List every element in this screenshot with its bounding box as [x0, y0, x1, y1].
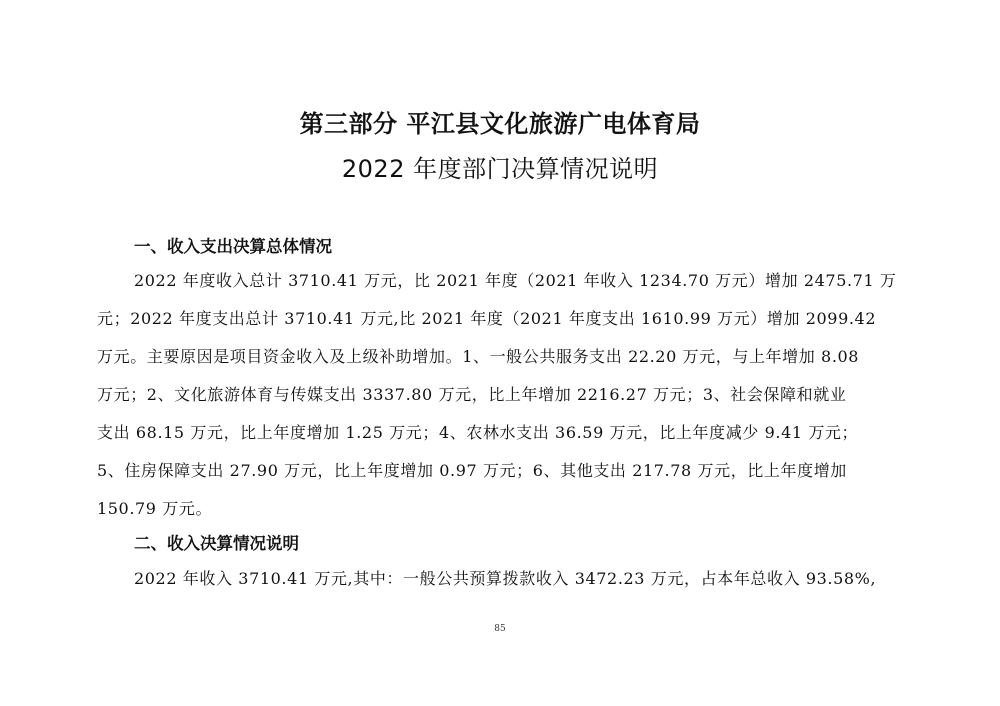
paragraph-line: 万元。主要原因是项目资金收入及上级补助增加。1、一般公共服务支出 22.20 万元，与上年增加 8.08 — [97, 347, 860, 366]
page-number: 85 — [494, 624, 506, 634]
paragraph-line: 元；2022 年度支出总计 3710.41 万元,比 2021 年度（2021 年度支出 1610.99 万元）增加 2099.42 — [97, 309, 877, 328]
paragraph-line: 5、住房保障支出 27.90 万元，比上年度增加 0.97 万元；6、其他支出 217.78 万元，比上年度增加 — [97, 461, 847, 480]
paragraph-line: 2022 年度收入总计 3710.41 万元，比 2021 年度（2021 年收入 1234.70 万元）增加 2475.71 万 — [134, 271, 897, 290]
paragraph-line: 万元；2、文化旅游体育与传媒支出 3337.80 万元，比上年增加 2216.27 万元；3、社会保障和就业 — [97, 385, 847, 404]
paragraph-line: 2022 年收入 3710.41 万元,其中：一般公共预算拨款收入 3472.23 万元，占本年总收入 93.58%, — [134, 569, 877, 588]
document-title-line-2: 2022 年度部门决算情况说明 — [341, 155, 659, 183]
paragraph-line: 支出 68.15 万元，比上年度增加 1.25 万元；4、农林水支出 36.59 万元，比上年度减少 9.41 万元； — [97, 423, 859, 442]
section-1-heading: 一、收入支出决算总体情况 — [134, 237, 332, 256]
document-title-line-1: 第三部分 平江县文化旅游广电体育局 — [299, 110, 701, 138]
section-2-heading: 二、收入决算情况说明 — [134, 534, 299, 553]
paragraph-line: 150.79 万元。 — [97, 499, 213, 518]
